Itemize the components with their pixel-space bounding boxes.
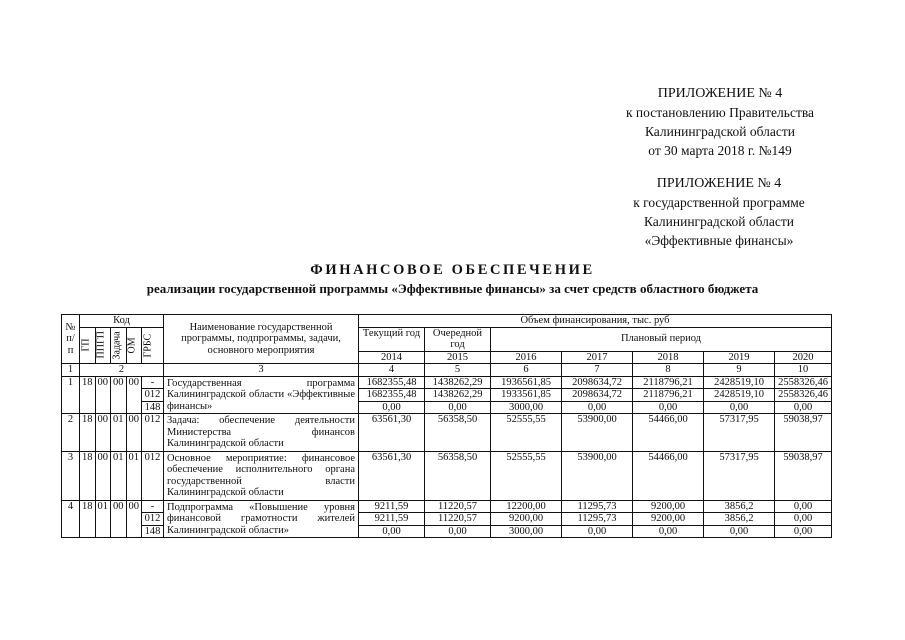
- header-volume: Объем финансирования, тыс. руб: [359, 315, 832, 328]
- value-cell: 57317,95: [704, 414, 775, 452]
- value-cell: 0,00: [775, 525, 832, 538]
- header-no: № п/п: [62, 315, 80, 364]
- value-cell: 2098634,72: [562, 376, 633, 389]
- financing-table: [61, 314, 832, 538]
- value-cell: 1438262,29: [425, 389, 491, 402]
- value-cell: 2428519,10: [704, 389, 775, 402]
- code-om: 01: [126, 451, 142, 500]
- code-om: 00: [126, 500, 142, 538]
- table-row: [62, 500, 832, 513]
- code-grbs: 012: [142, 389, 164, 402]
- row-no: 2: [62, 414, 80, 452]
- value-cell: 12200,00: [491, 500, 562, 513]
- appendix-line: «Эффективные финансы»: [644, 233, 794, 248]
- header-code-ppgp: ППГП: [95, 327, 111, 364]
- value-cell: 2428519,10: [704, 376, 775, 389]
- table-row: [62, 376, 832, 389]
- value-cell: 52555,55: [491, 414, 562, 452]
- value-cell: 11295,73: [562, 513, 633, 526]
- document-title: ФИНАНСОВОЕ ОБЕСПЕЧЕНИЕ: [310, 262, 595, 278]
- code-ppgp: 00: [95, 451, 111, 500]
- value-cell: 57317,95: [704, 451, 775, 500]
- code-om: 00: [126, 376, 142, 414]
- code-gp: 18: [80, 376, 96, 414]
- value-cell: 0,00: [633, 525, 704, 538]
- colnum-cell: 5: [425, 364, 491, 377]
- column-number-row: [62, 364, 832, 377]
- colnum-cell: 1: [62, 364, 80, 377]
- value-cell: 54466,00: [633, 451, 704, 500]
- code-ppgp: 00: [95, 376, 111, 414]
- value-cell: 11220,57: [425, 500, 491, 513]
- appendix-line: к государственной программе: [633, 195, 805, 210]
- value-cell: 1682355,48: [359, 376, 425, 389]
- value-cell: 0,00: [425, 525, 491, 538]
- code-task: 00: [111, 500, 127, 538]
- appendix-line: Калининградской области: [644, 124, 796, 139]
- header-next-year: Очередной год: [425, 327, 491, 351]
- value-cell: 54466,00: [633, 414, 704, 452]
- value-cell: 63561,30: [359, 414, 425, 452]
- code-grbs: 012: [142, 513, 164, 526]
- code-task: 01: [111, 451, 127, 500]
- year-cell: 2020: [775, 351, 832, 364]
- value-cell: 53900,00: [562, 414, 633, 452]
- value-cell: 2098634,72: [562, 389, 633, 402]
- value-cell: 0,00: [704, 401, 775, 414]
- row-no: 3: [62, 451, 80, 500]
- colnum-cell: 10: [775, 364, 832, 377]
- appendix-block-decree: [605, 84, 835, 160]
- value-cell: 63561,30: [359, 451, 425, 500]
- value-cell: 0,00: [704, 525, 775, 538]
- value-cell: 1933561,85: [491, 389, 562, 402]
- value-cell: 11220,57: [425, 513, 491, 526]
- value-cell: 3000,00: [491, 401, 562, 414]
- value-cell: 9200,00: [633, 500, 704, 513]
- code-grbs: -: [142, 376, 164, 389]
- year-cell: 2018: [633, 351, 704, 364]
- value-cell: 0,00: [562, 401, 633, 414]
- code-grbs: 012: [142, 451, 164, 500]
- value-cell: 0,00: [562, 525, 633, 538]
- year-cell: 2016: [491, 351, 562, 364]
- value-cell: 9211,59: [359, 500, 425, 513]
- appendix-heading: ПРИЛОЖЕНИЕ № 4: [657, 86, 783, 101]
- code-task: 00: [111, 376, 127, 414]
- code-ppgp: 00: [95, 414, 111, 452]
- value-cell: 1936561,85: [491, 376, 562, 389]
- value-cell: 59038,97: [775, 414, 832, 452]
- code-task: 01: [111, 414, 127, 452]
- row-name: Подпрограмма «Повышение уровня финансовой грамотности жителей Калининградской области»: [164, 500, 359, 538]
- colnum-cell: 6: [491, 364, 562, 377]
- code-gp: 18: [80, 451, 96, 500]
- colnum-cell: 8: [633, 364, 704, 377]
- value-cell: 53900,00: [562, 451, 633, 500]
- year-cell: 2019: [704, 351, 775, 364]
- appendix-line: Калининградской области: [643, 214, 795, 229]
- appendix-heading: ПРИЛОЖЕНИЕ № 4: [656, 176, 782, 191]
- value-cell: 9200,00: [491, 513, 562, 526]
- code-gp: 18: [80, 500, 96, 538]
- value-cell: 9211,59: [359, 513, 425, 526]
- document-subtitle: реализации государственной программы «Эффективные финансы» за счет средств областного бюджета: [146, 281, 759, 296]
- colnum-cell: 3: [164, 364, 359, 377]
- value-cell: 2558326,46: [775, 389, 832, 402]
- code-grbs: -: [142, 500, 164, 513]
- value-cell: 0,00: [359, 525, 425, 538]
- code-grbs: 148: [142, 401, 164, 414]
- table-row: [62, 451, 832, 500]
- table-row: [62, 414, 832, 452]
- value-cell: 11295,73: [562, 500, 633, 513]
- value-cell: 3856,2: [704, 500, 775, 513]
- code-gp: 18: [80, 414, 96, 452]
- header-code: Код: [80, 315, 164, 328]
- year-cell: 2015: [425, 351, 491, 364]
- value-cell: 56358,50: [425, 414, 491, 452]
- row-no: 1: [62, 376, 80, 414]
- value-cell: 0,00: [775, 500, 832, 513]
- row-name: Задача: обеспечение деятельности Министерства финансов Калининградской области: [164, 414, 359, 452]
- code-ppgp: 01: [95, 500, 111, 538]
- appendix-line: от 30 марта 2018 г. №149: [648, 143, 792, 158]
- colnum-cell: 7: [562, 364, 633, 377]
- code-grbs: 012: [142, 414, 164, 452]
- value-cell: 2558326,46: [775, 376, 832, 389]
- header-code-grbs: ГРБС: [142, 327, 164, 364]
- value-cell: 2118796,21: [633, 389, 704, 402]
- code-grbs: 148: [142, 525, 164, 538]
- header-code-gp: ГП: [80, 327, 96, 364]
- header-code-om: ОМ: [126, 327, 142, 364]
- value-cell: 52555,55: [491, 451, 562, 500]
- value-cell: 0,00: [359, 401, 425, 414]
- code-om: 00: [126, 414, 142, 452]
- colnum-cell: 9: [704, 364, 775, 377]
- colnum-cell: 2: [80, 364, 164, 377]
- value-cell: 3856,2: [704, 513, 775, 526]
- value-cell: 1682355,48: [359, 389, 425, 402]
- value-cell: 0,00: [633, 401, 704, 414]
- value-cell: 59038,97: [775, 451, 832, 500]
- value-cell: 0,00: [425, 401, 491, 414]
- header-name: Наименование государственной программы, подпрограммы, задачи, основного мероприятия: [164, 315, 359, 364]
- header-code-task: Задача: [111, 327, 127, 364]
- value-cell: 0,00: [775, 401, 832, 414]
- value-cell: 1438262,29: [425, 376, 491, 389]
- value-cell: 0,00: [775, 513, 832, 526]
- row-name: Основное мероприятие: финансовое обеспечение исполнительного органа государственной власти Калининградской области: [164, 451, 359, 500]
- appendix-line: к постановлению Правительства: [625, 105, 815, 120]
- header-planned-period: Плановый период: [491, 327, 832, 351]
- row-name: Государственная программа Калининградской области «Эффективные финансы»: [164, 376, 359, 414]
- value-cell: 9200,00: [633, 513, 704, 526]
- year-cell: 2014: [359, 351, 425, 364]
- value-cell: 56358,50: [425, 451, 491, 500]
- colnum-cell: 4: [359, 364, 425, 377]
- year-cell: 2017: [562, 351, 633, 364]
- value-cell: 2118796,21: [633, 376, 704, 389]
- row-no: 4: [62, 500, 80, 538]
- header-current-year: Текущий год: [359, 327, 425, 351]
- value-cell: 3000,00: [491, 525, 562, 538]
- header-row: [62, 315, 832, 328]
- appendix-block-program: [609, 174, 829, 250]
